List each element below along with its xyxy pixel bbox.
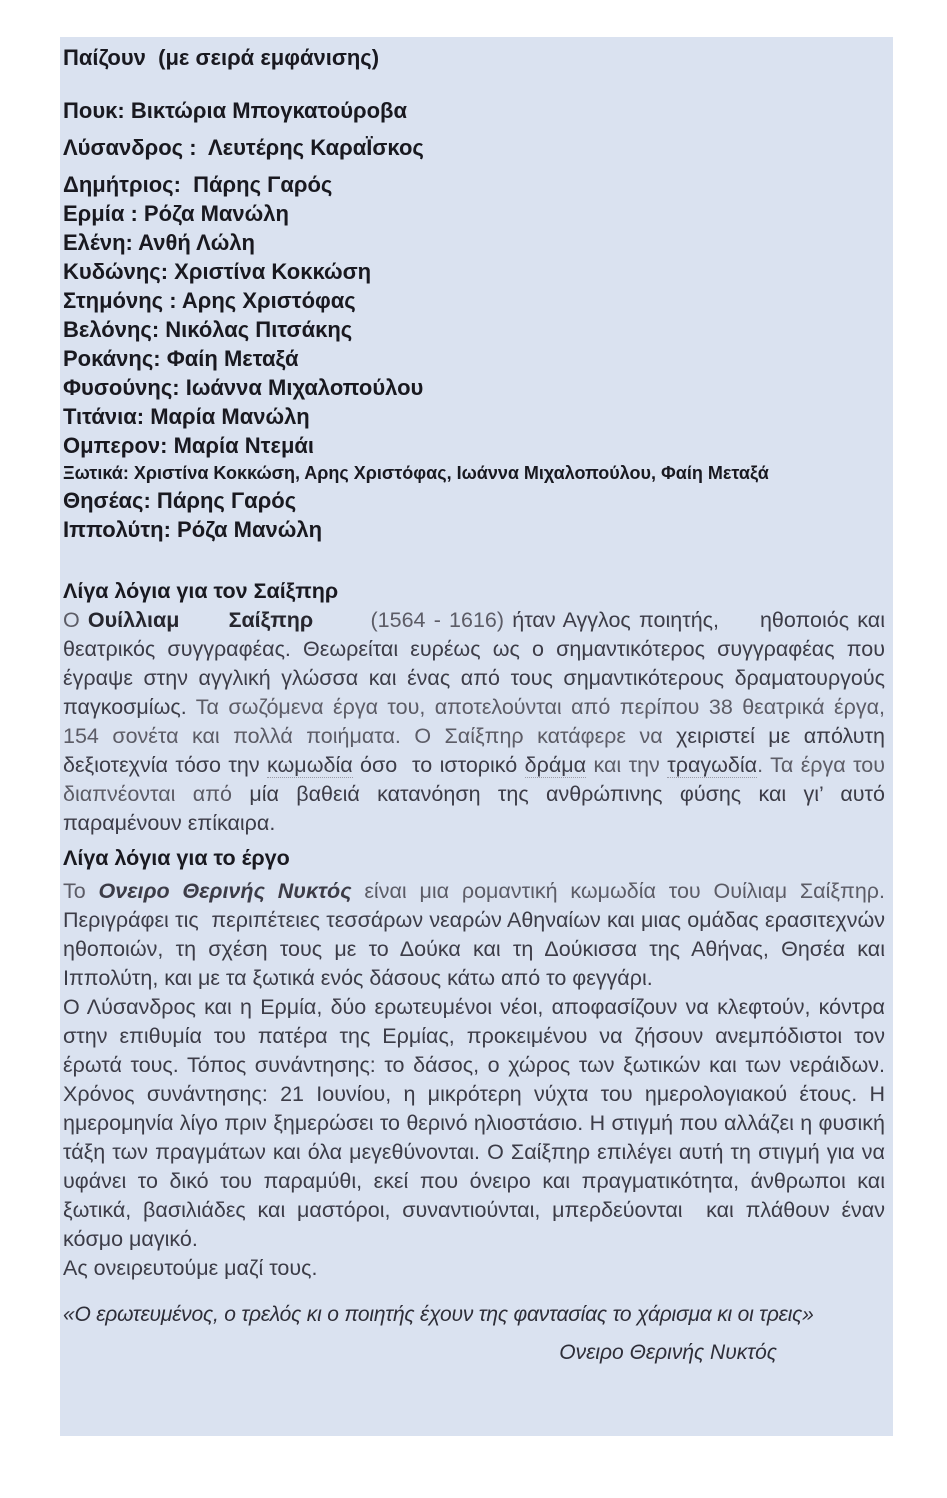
cast-entry: Ξωτικά: Χριστίνα Κοκκώση, Αρης Χριστόφας, Ιωάννα Μιχαλοπούλου, Φαίη Μεταξά [63, 463, 769, 483]
author-paragraph [63, 606, 885, 838]
text-segment: όσο το ιστορικό [352, 753, 525, 777]
cast-entry: Ελένη: Ανθή Λώλη [63, 230, 255, 255]
closing-line: Ας ονειρευτούμε μαζί τους. [63, 1256, 318, 1280]
play-paragraph-intro [63, 877, 885, 993]
cast-entry: Κυδώνης: Χριστίνα Κοκκώση [63, 259, 372, 284]
text-segment: και την [586, 753, 668, 777]
text-segment: Ο [63, 608, 88, 632]
text-segment: Ο Λύσανδρος και η Ερμία, δύο ερωτευμένοι νέοι, αποφασίζουν να κλεφτούν, κόντρα στην επιθυμία του πατέρα της Ερμίας, προκειμένου να ζήσουν ανεμπόδιστοι τον έρωτά τους. Τόπος συνάντησης: το δάσος, ο χώρος των ξωτικών και των νεράιδων. Χρόνος συνάντησης: 21 Ιουνίου, η μικρότερη νύχτα του ημερολογιακού έτους. Η ημερομηνία λίγο πριν ξημερώσει το θερινό ηλιοστάσιο. Η στιγμή που αλλάζει η φυσική τάξη των πραγμάτων και όλα μεγεθύνονται. Ο Σαίξπηρ επιλέγει αυτή τη στιγμή για να υφάνει το δικό του παραμύθι, εκεί που όνειρο και πραγματικότητα, άνθρωποι και ξωτικά, βασιλιάδες και μαστόροι, συναντιούνται, μπερδεύονται και πλάθουν έναν κόσμο μαγικό. [63, 995, 885, 1251]
cast-entry: Ιππολύτη: Ρόζα Μανώλη [63, 517, 323, 542]
cast-entry: Τιτάνια: Μαρία Μανώλη [63, 404, 310, 429]
text-segment: τραγωδία [667, 753, 758, 777]
quote-attribution: Ονειρο Θερινής Νυκτός [559, 1341, 777, 1364]
cast-entry: Στημόνης : Αρης Χριστόφας [63, 288, 356, 313]
text-segment: ήταν Αγγλος ποιητής, ηθοποιός και θεατρικός συγγραφέας. Θεωρείται ευρέως ως ο σημαντικότερος συγγραφέας που έγραψε στην αγγλική γλώσσα και ένας από τους σημαντικότερους δραματουργούς παγκοσμίως. [63, 608, 886, 719]
play-paragraph-story [63, 993, 885, 1254]
cast-entry: Βελόνης: Νικόλας Πιτσάκης [63, 317, 353, 342]
cast-heading: Παίζουν (με σειρά εμφάνισης) [63, 45, 380, 70]
text-segment: Περιγράφει τις περιπέτειες τεσσάρων νεαρών Αθηναίων και μιας ομάδας ερασιτεχνών ηθοποιών, τη σχέση τους με το Δούκα και τη Δούκισσα της Αθήνας, Θησέα και Ιππολύτη, και με τα ξωτικά ενός δάσους κάτω από το φεγγάρι. [63, 908, 885, 990]
text-segment: μία βαθειά κατανόηση της ανθρώπινης φύσης και γι’ αυτό παραμένουν επίκαιρα. [63, 782, 885, 835]
cast-entry: Ομπερον: Μαρία Ντεμάι [63, 433, 315, 458]
text-segment: Το [63, 879, 99, 903]
text-segment: (1564 - 1616) [313, 608, 513, 632]
text-segment: δράμα [524, 753, 587, 777]
text-segment: Ουίλλιαμ Σαίξπηρ [87, 608, 314, 632]
cast-entry: Δημήτριος: Πάρης Γαρός [63, 172, 333, 197]
text-segment: Ονειρο Θερινής Νυκτός [98, 879, 352, 903]
text-segment: Τα σωζόμενα έργα του, αποτελούνται από περίπου 38 θεατρικά έργα, 154 σονέτα και πολλά ποιήματα. Ο Σαίξπηρ κατάφερε να [63, 695, 885, 748]
cast-entry: Ροκάνης: Φαίη Μεταξά [63, 346, 299, 371]
play-section-heading: Λίγα λόγια για το έργο [63, 846, 290, 870]
cast-entry: Πουκ: Βικτώρια Μπογκατούροβα [63, 98, 407, 123]
cast-entry: Φυσούνης: Ιωάννα Μιχαλοπούλου [63, 375, 424, 400]
text-segment: . Τα έργα του διαπνέονται από [63, 753, 885, 806]
text-segment: κωμωδία [267, 753, 353, 777]
author-section-heading: Λίγα λόγια για τον Σαίξπηρ [63, 579, 339, 603]
text-segment: είναι μια ρομαντική κωμωδία του Ουίλιαμ Σαίξπηρ. [351, 879, 885, 903]
quote-line: «Ο ερωτευμένος, ο τρελός κι ο ποιητής έχουν της φαντασίας το χάρισμα κι οι τρεις» [63, 1303, 814, 1326]
cast-entry: Ερμία : Ρόζα Μανώλη [63, 201, 289, 226]
cast-entry: Λύσανδρος : Λευτέρης ΚαραΪσκος [63, 135, 424, 160]
cast-entry: Θησέας: Πάρης Γαρός [63, 488, 297, 513]
text-segment: χειριστεί με απόλυτη δεξιοτεχνία τόσο την [63, 724, 885, 777]
cast-list [63, 96, 885, 544]
content-panel [60, 37, 893, 1436]
